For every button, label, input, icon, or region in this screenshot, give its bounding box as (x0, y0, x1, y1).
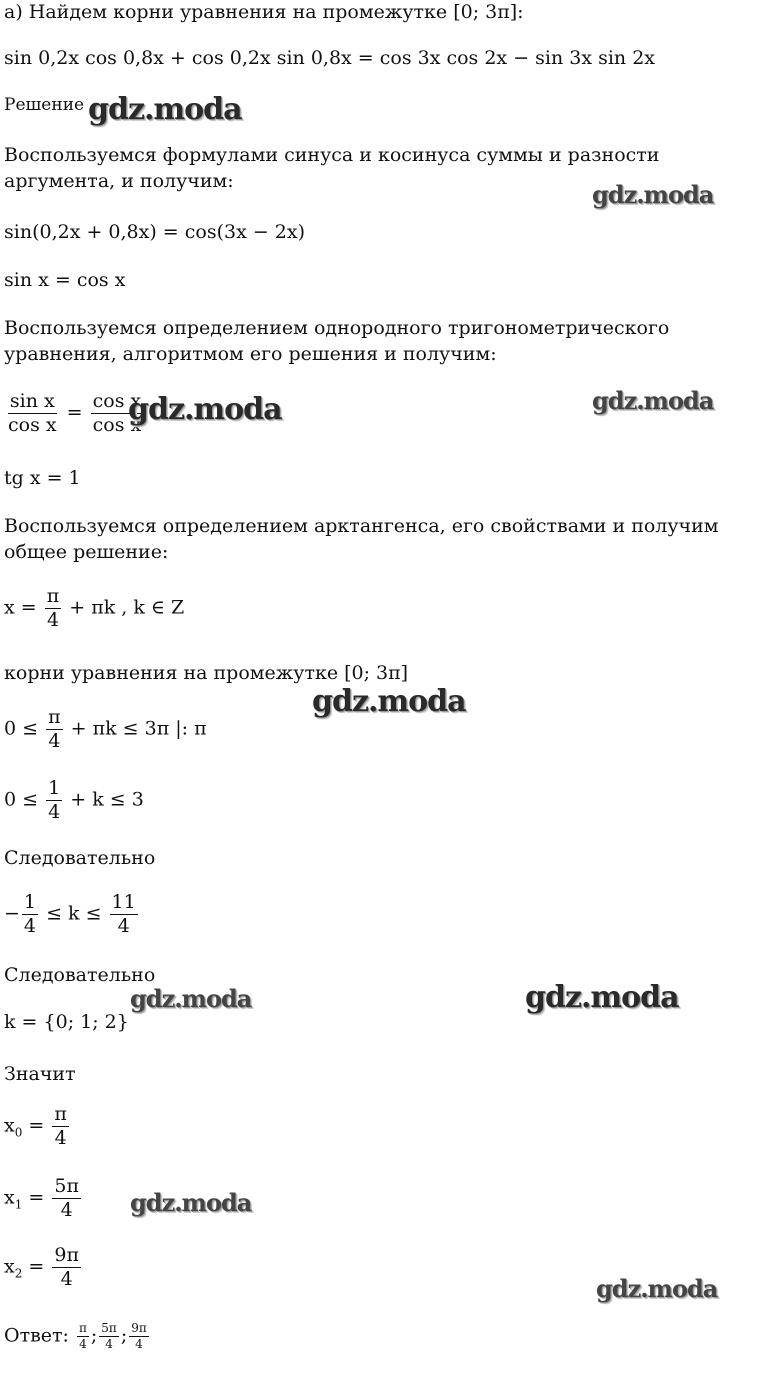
eq-sum: sin(0,2x + 0,8x) = cos(3x − 2x) (4, 221, 306, 243)
answer-sep-1: ; (90, 1324, 98, 1347)
text-homogeneous: Воспользуемся определением однородного тригонометрического уравнения, алгоритмом его решения и получим: (4, 317, 670, 365)
ineq2-den: 4 (48, 800, 61, 823)
task-heading (4, 0, 524, 26)
frac-eq-sign: = (66, 401, 83, 424)
frac-right-num: cos x (92, 390, 142, 412)
answer-den-3: 4 (135, 1337, 143, 1352)
watermark: gdz.moda (592, 386, 714, 415)
frac-left (6, 391, 59, 436)
x2-sub: 2 (14, 1266, 23, 1281)
means-label: Значит (4, 1063, 76, 1085)
x0-frac (52, 1104, 69, 1149)
ineq3-num1: 1 (23, 891, 37, 913)
ineq2-lhs: 0 ≤ (4, 788, 39, 811)
k-set: k = {0; 1; 2} (4, 1011, 129, 1033)
gs-lhs: x = (4, 596, 37, 619)
root-x2 (4, 1245, 83, 1290)
ineq2-rest: + k ≤ 3 (70, 788, 144, 811)
x0-var: x (4, 1114, 15, 1137)
inequality-1 (4, 707, 207, 752)
x2-num: 9π (54, 1244, 79, 1266)
answer-num-2: 5π (99, 1322, 119, 1337)
watermark: gdz.moda (88, 92, 242, 127)
x1-var: x (4, 1186, 15, 1209)
x2-eq: = (28, 1255, 45, 1278)
answer-line (4, 1322, 151, 1351)
x1-frac (52, 1176, 81, 1221)
ineq3-mid: ≤ k ≤ (46, 902, 102, 925)
x0-sub: 0 (14, 1125, 23, 1140)
answer-frac-2 (99, 1322, 119, 1351)
text-roots-interval: корни уравнения на промежутке [0; 3π] (4, 662, 409, 684)
answer-num-3: 9π (129, 1322, 149, 1337)
x1-num: 5π (54, 1175, 79, 1197)
solution-label: Решение (4, 95, 85, 115)
gs-num: π (46, 585, 60, 607)
ineq3-frac-right (110, 892, 138, 937)
ineq2-num: 1 (48, 777, 61, 799)
eq-tg: tg x = 1 (4, 467, 81, 489)
watermark: gdz.moda (525, 980, 679, 1015)
answer-den-1: 4 (79, 1337, 87, 1352)
general-solution (4, 586, 184, 631)
gs-den: 4 (46, 608, 60, 631)
ineq2-frac (46, 778, 62, 823)
ineq3-frac-left (22, 892, 38, 937)
root-x1 (4, 1176, 83, 1221)
main-equation: sin 0,2x cos 0,8x + cos 0,2x sin 0,8x = cos 3x cos 2x − sin 3x sin 2x (4, 47, 655, 69)
x2-var: x (4, 1255, 15, 1278)
text-arctan: Воспользуемся определением арктангенса, его свойствами и получим общее решение: (4, 515, 719, 563)
watermark: gdz.moda (130, 984, 252, 1013)
root-x0 (4, 1104, 71, 1149)
x2-den: 4 (60, 1267, 73, 1290)
x2-frac (52, 1245, 81, 1290)
ineq1-frac (46, 707, 63, 752)
inequality-2 (4, 778, 144, 823)
ineq1-den: 4 (48, 729, 61, 752)
ineq3-num2: 11 (111, 891, 136, 913)
watermark: gdz.moda (312, 684, 466, 719)
text-sum-formulas: Воспользуемся формулами синуса и косинуса суммы и разности аргумента, и получим: (4, 144, 660, 192)
therefore-1: Следовательно (4, 847, 156, 869)
ineq3-minus: − (4, 902, 20, 925)
ineq1-rest: + πk ≤ 3π |: π (70, 717, 207, 740)
gs-rest: + πk , k ∈ Z (69, 596, 185, 619)
ineq1-lhs: 0 ≤ (4, 717, 39, 740)
x0-eq: = (28, 1114, 45, 1137)
x1-eq: = (28, 1186, 45, 1209)
x1-den: 4 (60, 1198, 73, 1221)
answer-label: Ответ: (4, 1324, 69, 1347)
answer-frac-3 (129, 1322, 149, 1351)
frac-left-den: cos x (8, 413, 57, 436)
frac-right-den: cos x (92, 413, 142, 436)
answer-sep-2: ; (120, 1324, 128, 1347)
frac-equation (4, 391, 145, 436)
task-heading-text: а) Найдем корни уравнения на промежутке (4, 1, 454, 23)
frac-left-num: sin x (9, 390, 55, 412)
task-interval: [0; 3π]: (453, 1, 524, 23)
ineq3-den1: 4 (23, 914, 37, 937)
answer-num-1: π (77, 1322, 89, 1337)
watermark: gdz.moda (128, 392, 282, 427)
answer-frac-1 (77, 1322, 89, 1351)
gs-frac (45, 586, 62, 631)
x0-den: 4 (54, 1126, 67, 1149)
answer-den-2: 4 (105, 1337, 113, 1352)
ineq3-den2: 4 (117, 914, 130, 937)
ineq1-num: π (48, 706, 61, 728)
watermark: gdz.moda (130, 1188, 252, 1217)
therefore-2: Следовательно (4, 964, 156, 986)
watermark: gdz.moda (592, 180, 714, 209)
eq-sinx-cosx: sin x = cos x (4, 269, 126, 291)
x1-sub: 1 (14, 1197, 23, 1212)
watermark: gdz.moda (596, 1274, 718, 1303)
inequality-3 (4, 892, 140, 937)
x0-num: π (54, 1103, 67, 1125)
